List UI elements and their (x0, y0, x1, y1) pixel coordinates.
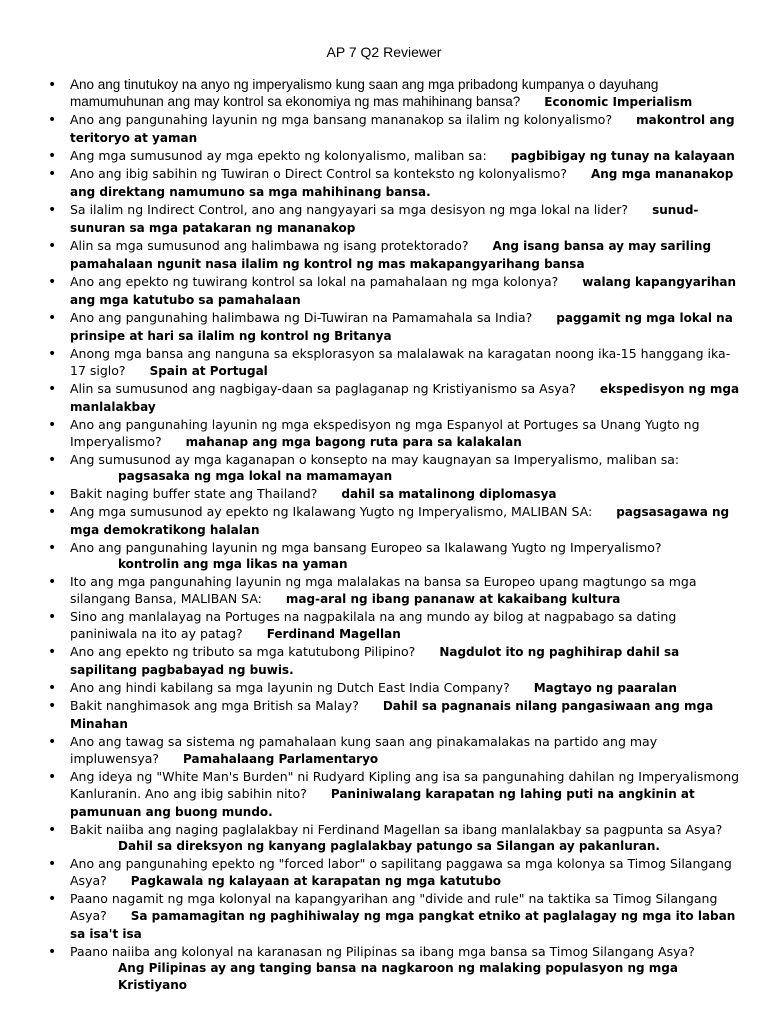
answer-text: pagbibigay ng tunay na kalayaan (510, 149, 735, 163)
question-text: Ano ang pangunahing layunin ng mga bansang Europeo sa Ikalawang Yugto ng Imperyalismo? (70, 540, 662, 555)
list-item (42, 890, 746, 943)
question-text: Anong mga bansa ang nanguna sa eksplorasyon sa malalawak na karagatan noong ika-15 hanggang ika-17 siglo? (70, 346, 731, 378)
bullet-icon: • (48, 77, 57, 93)
bullet-icon: • (48, 944, 57, 960)
question-answer (70, 643, 746, 679)
question-text: Paano nagamit ng mga kolonyal na kapangyarihan ang "divide and rule" na taktika sa Timog Silangang Asya? (70, 891, 718, 923)
answer-text: pagsasaka ng mga lokal na mamamayan (118, 469, 393, 483)
question-text: Ang mga sumusunod ay epekto ng Ikalawang Yugto ng Imperyalismo, MALIBAN SA: (70, 504, 593, 519)
question-text: Sa ilalim ng Indirect Control, ano ang nangyayari sa mga desisyon ng mga lokal na lider? (70, 202, 629, 217)
list-item (42, 943, 746, 994)
bullet-icon: • (48, 238, 57, 254)
question-answer (70, 165, 746, 201)
question-answer (70, 451, 746, 485)
question-text: Ano ang epekto ng tributo sa mga katutubong Pilipino? (70, 644, 416, 659)
bullet-icon: • (48, 452, 57, 468)
question-answer (70, 768, 746, 821)
question-text: Ano ang pangunahing layunin ng mga ekspedisyon ng mga Espanyol at Portuges sa Unang Yugto ng Imperyalismo? (70, 417, 700, 449)
answer-text: Dahil sa pagnanais nilang pangasiwaan ang mga Minahan (70, 699, 714, 731)
reviewer-list (42, 76, 746, 994)
answer-text: walang kapangyarihan ang mga katutubo sa pamahalaan (70, 275, 737, 307)
bullet-icon: • (48, 574, 57, 590)
answer-text: Paniniwalang karapatan ng lahing puti na angkinin at pamunuan ang buong mundo. (70, 787, 695, 819)
list-item (42, 76, 746, 111)
question-text: Alin sa mga sumusunod ang halimbawa ng isang protektorado? (70, 238, 469, 253)
answer-text: Economic Imperialism (544, 95, 693, 109)
answer-text: Ang mga mananakop ang direktang namumuno sa mga mahihinang bansa. (70, 167, 734, 199)
bullet-icon: • (48, 540, 57, 556)
answer-text: Dahil sa direksyon ng kanyang paglalakbay patungo sa Silangan ay pakanluran. (118, 839, 660, 853)
answer-text: Ang isang bansa ay may sariling pamahalaan ngunit nasa ilalim ng kontrol ng mas makapangyarihang bansa (70, 239, 712, 271)
list-item (42, 111, 746, 147)
question-answer (70, 821, 746, 855)
bullet-icon: • (48, 644, 57, 660)
question-answer (70, 416, 746, 451)
question-text: Paano naiiba ang kolonyal na karanasan ng Pilipinas sa ibang mga bansa sa Timog Silangang Asya? (70, 944, 695, 959)
question-text: Ano ang pangunahing layunin ng mga bansang mananakop sa ilalim ng kolonyalismo? (70, 112, 613, 127)
answer-text: dahil sa matalinong diplomasya (341, 487, 557, 501)
question-text: Bakit nanghimasok ang mga British sa Malay? (70, 698, 359, 713)
list-item (42, 679, 746, 697)
list-item (42, 345, 746, 380)
question-answer (70, 345, 746, 380)
question-answer (70, 485, 746, 503)
list-item (42, 855, 746, 890)
bullet-icon: • (48, 698, 57, 714)
page-title: AP 7 Q2 Reviewer (326, 44, 442, 60)
list-item (42, 697, 746, 733)
list-item (42, 309, 746, 345)
question-answer (70, 539, 746, 573)
answer-text: sunud-sunuran sa mga patakaran ng mananakop (70, 203, 699, 235)
question-answer (70, 943, 746, 994)
question-answer (70, 309, 746, 345)
bullet-icon: • (48, 609, 57, 625)
question-answer (70, 573, 746, 608)
list-item (42, 573, 746, 608)
bullet-icon: • (48, 856, 57, 872)
list-item (42, 608, 746, 643)
question-answer (70, 503, 746, 539)
answer-text: pagsasagawa ng mga demokratikong halalan (70, 505, 730, 537)
answer-text: Spain at Portugal (149, 364, 268, 378)
answer-text: makontrol ang teritoryo at yaman (70, 113, 735, 145)
list-item (42, 539, 746, 573)
bullet-icon: • (48, 486, 57, 502)
list-item (42, 273, 746, 309)
bullet-icon: • (48, 891, 57, 907)
bullet-icon: • (48, 769, 57, 785)
list-item (42, 503, 746, 539)
answer-text: Pamahalaang Parlamentaryo (183, 752, 379, 766)
bullet-icon: • (48, 148, 57, 164)
question-text: Ano ang tawag sa sistema ng pamahalaan kung saan ang pinakamalakas na partido ang may impluwensya? (70, 734, 658, 766)
list-item (42, 201, 746, 237)
bullet-icon: • (48, 822, 57, 838)
question-text: Ito ang mga pangunahing layunin ng mga malalakas na bansa sa Europeo upang magtungo sa mga silangang Bansa, MALIBAN SA: (70, 574, 697, 606)
question-answer (70, 273, 746, 309)
question-answer (70, 147, 746, 165)
list-item (42, 147, 746, 165)
question-text: Ano ang ibig sabihin ng Tuwiran o Direct Control sa konteksto ng kolonyalismo? (70, 166, 567, 181)
question-text: Ano ang pangunahing halimbawa ng Di-Tuwiran na Pamamahala sa India? (70, 310, 533, 325)
answer-text: Ang Pilipinas ay ang tanging bansa na nagkaroon ng malaking populasyon ng mga Kristiyano (118, 961, 678, 992)
answer-text: Pagkawala ng kalayaan at karapatan ng mga katutubo (130, 874, 502, 888)
question-text: Ang sumusunod ay mga kaganapan o konsepto na may kaugnayan sa Imperyalismo, maliban sa: (70, 452, 680, 467)
list-item (42, 768, 746, 821)
list-item (42, 237, 746, 273)
bullet-icon: • (48, 202, 57, 218)
answer-text: Sa pamamagitan ng paghihiwalay ng mga pangkat etniko at paglalagay ng mga ito laban sa isa't isa (70, 909, 736, 941)
question-answer (70, 380, 746, 416)
bullet-icon: • (48, 310, 57, 326)
question-text: Ano ang pangunahing epekto ng "forced labor" o sapilitang paggawa sa mga kolonya sa Timog Silangang Asya? (70, 856, 732, 888)
question-answer (70, 608, 746, 643)
bullet-icon: • (48, 504, 57, 520)
list-item (42, 380, 746, 416)
answer-text: kontrolin ang mga likas na yaman (118, 557, 348, 571)
question-answer (70, 890, 746, 943)
question-answer (70, 679, 746, 697)
list-item (42, 416, 746, 451)
question-text: Ano ang tinutukoy na anyo ng imperyalismo kung saan ang mga pribadong kumpanya o dayuhang mamumuhunan ang may kontrol sa ekonomiya ng mas mahihinang bansa? (70, 77, 659, 109)
bullet-icon: • (48, 346, 57, 362)
list-item (42, 733, 746, 768)
question-text: Ang ideya ng "White Man's Burden" ni Rudyard Kipling ang isa sa pangunahing dahilan ng Imperyalismong Kanluranin. Ano ang ibig sabihin nito? (70, 769, 740, 801)
answer-text: Nagdulot ito ng paghihirap dahil sa sapilitang pagbabayad ng buwis. (70, 645, 680, 677)
bullet-icon: • (48, 274, 57, 290)
bullet-icon: • (48, 417, 57, 433)
answer-text: Magtayo ng paaralan (533, 681, 677, 695)
list-item (42, 643, 746, 679)
question-answer (70, 697, 746, 733)
question-text: Ano ang hindi kabilang sa mga layunin ng Dutch East India Company? (70, 680, 510, 695)
answer-text: mahanap ang mga bagong ruta para sa kalakalan (185, 435, 522, 449)
question-text: Ano ang epekto ng tuwirang kontrol sa lokal na pamahalaan ng mga kolonya? (70, 274, 559, 289)
question-text: Bakit naiiba ang naging paglalakbay ni Ferdinand Magellan sa ibang manlalakbay sa pagpunta sa Asya? (70, 822, 723, 837)
answer-text: mag-aral ng ibang pananaw at kakaibang kultura (285, 592, 621, 606)
question-text: Bakit naging buffer state ang Thailand? (70, 486, 318, 501)
list-item (42, 821, 746, 855)
bullet-icon: • (48, 734, 57, 750)
question-text: Sino ang manlalayag na Portuges na nagpakilala na ang mundo ay bilog at nagpabago sa dating paniniwala na ito ay patag? (70, 609, 677, 641)
question-answer (70, 111, 746, 147)
question-answer (70, 855, 746, 890)
answer-text: Ferdinand Magellan (266, 627, 401, 641)
question-answer (70, 733, 746, 768)
bullet-icon: • (48, 680, 57, 696)
question-answer (70, 201, 746, 237)
answer-text: paggamit ng mga lokal na prinsipe at hari sa ilalim ng kontrol ng Britanya (70, 311, 733, 343)
bullet-icon: • (48, 166, 57, 182)
list-item (42, 451, 746, 485)
answer-text: ekspedisyon ng mga manlalakbay (70, 382, 740, 414)
question-answer (70, 237, 746, 273)
bullet-icon: • (48, 112, 57, 128)
list-item (42, 485, 746, 503)
question-answer (70, 76, 746, 111)
question-text: Ang mga sumusunod ay mga epekto ng kolonyalismo, maliban sa: (70, 148, 487, 163)
question-text: Alin sa sumusunod ang nagbigay-daan sa paglaganap ng Kristiyanismo sa Asya? (70, 381, 576, 396)
bullet-icon: • (48, 381, 57, 397)
list-item (42, 165, 746, 201)
